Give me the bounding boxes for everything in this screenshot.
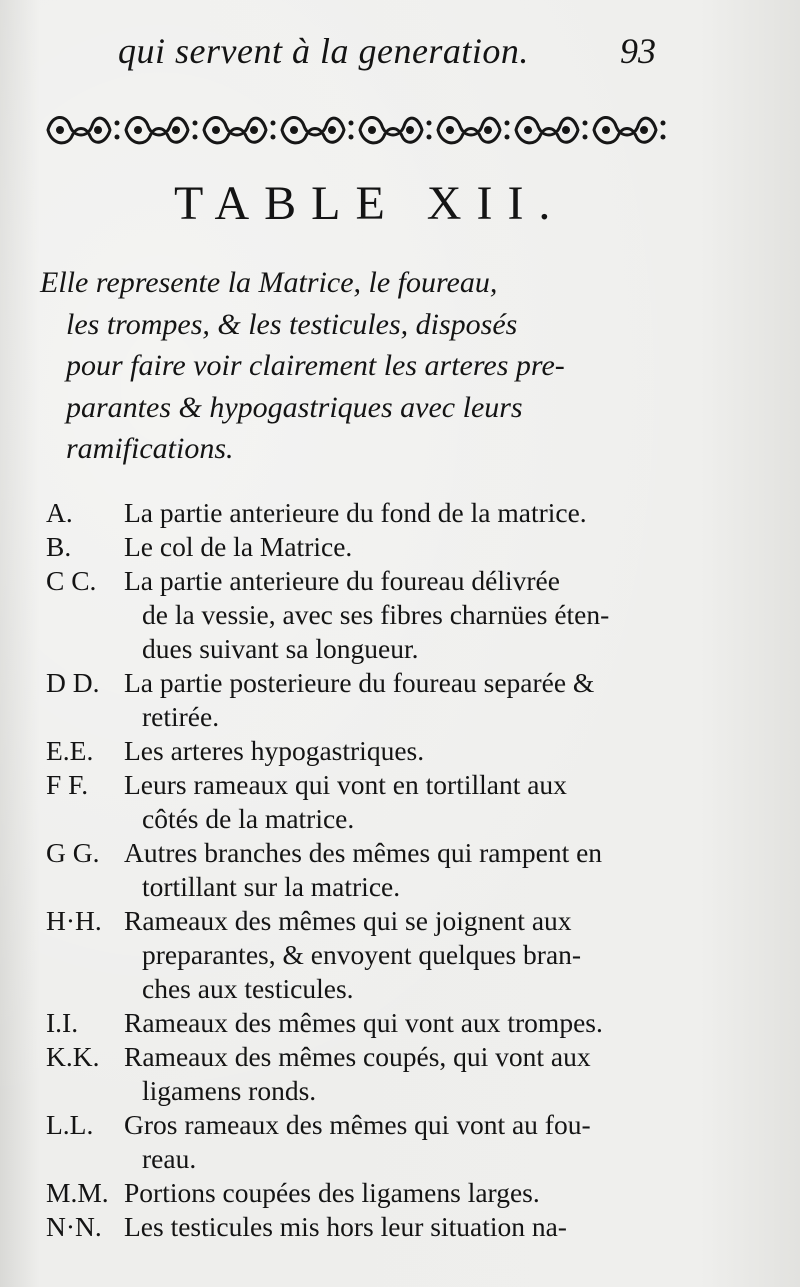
legend-key: D D.	[46, 667, 100, 698]
legend-description	[124, 768, 680, 836]
ornament-unit	[48, 117, 120, 142]
legend-description	[124, 564, 680, 666]
legend-key: L.L.	[46, 1109, 94, 1140]
legend-description	[124, 1108, 680, 1176]
legend-entry	[40, 1040, 680, 1108]
legend-key: K.K.	[46, 1041, 100, 1072]
legend-text-line: La partie anterieure du foureau délivrée	[124, 565, 560, 596]
legend-text-line: tortillant sur la matrice.	[142, 871, 401, 902]
legend-text-line: Rameaux des mêmes qui se joignent aux	[124, 905, 572, 936]
legend-description	[124, 530, 680, 564]
table-title: TABLE XII.	[174, 177, 566, 230]
legend-text-line: de la vessie, avec ses fibres charnües éten-	[142, 599, 610, 630]
legend-description	[124, 836, 680, 904]
legend-text-line: preparantes, & envoyent quelques bran-	[142, 939, 582, 970]
legend-text-line: ligamens ronds.	[142, 1075, 317, 1106]
legend-key: C C.	[46, 565, 97, 596]
ornament-unit	[516, 117, 588, 142]
legend-entry	[40, 666, 680, 734]
legend-entry	[40, 836, 680, 904]
legend-text-line: Gros rameaux des mêmes qui vont au fou-	[124, 1109, 591, 1140]
legend-text-line: Les testicules mis hors leur situation na-	[124, 1211, 567, 1242]
legend-key: E.E.	[46, 735, 94, 766]
legend-text-line: Les arteres hypogastriques.	[124, 735, 425, 766]
running-header: qui servent à la generation.	[118, 31, 529, 71]
legend-description	[124, 904, 680, 1006]
ornament-unit	[204, 117, 276, 142]
legend-key: N·N.	[46, 1211, 102, 1242]
description-line: parantes & hypogastriques avec leurs	[66, 390, 523, 424]
legend-description	[124, 1040, 680, 1108]
legend-text-line: côtés de la matrice.	[142, 803, 355, 834]
legend-description	[124, 1210, 680, 1244]
legend-entry	[40, 904, 680, 1006]
legend-key: B.	[46, 531, 72, 562]
legend-key: F F.	[46, 769, 89, 800]
figure-legend	[40, 496, 680, 1244]
description-line: ramifications.	[66, 432, 234, 465]
legend-text-line: Rameaux des mêmes coupés, qui vont aux	[124, 1041, 591, 1072]
legend-entry	[40, 564, 680, 666]
legend-key: G G.	[46, 837, 100, 868]
legend-entry	[40, 734, 680, 768]
legend-text-line: reau.	[142, 1143, 197, 1174]
legend-text-line: retirée.	[142, 701, 220, 732]
legend-text-line: ches aux testicules.	[142, 973, 354, 1004]
ornament-unit	[594, 117, 666, 142]
ornament-unit	[282, 117, 354, 142]
legend-entry	[40, 1176, 680, 1210]
page-number: 93	[620, 31, 656, 71]
legend-description	[124, 1176, 680, 1210]
legend-text-line: Portions coupées des ligamens larges.	[124, 1177, 540, 1208]
legend-key: A.	[46, 497, 73, 528]
legend-key: M.M.	[46, 1177, 109, 1208]
legend-entry	[40, 530, 680, 564]
legend-entry	[40, 496, 680, 530]
legend-key: I.I.	[46, 1007, 79, 1038]
legend-text-line: La partie posterieure du foureau separée &	[124, 667, 595, 698]
legend-text-line: Rameaux des mêmes qui vont aux trompes.	[124, 1007, 603, 1038]
legend-entry	[40, 1006, 680, 1040]
floral-border-ornament	[40, 108, 668, 152]
ornament-unit	[360, 117, 432, 142]
legend-key: H·H.	[46, 905, 102, 936]
legend-text-line: Leurs rameaux qui vont en tortillant aux	[124, 769, 567, 800]
legend-text-line: Autres branches des mêmes qui rampent en	[124, 837, 603, 868]
table-description	[40, 262, 670, 470]
legend-description	[124, 666, 680, 734]
legend-entry	[40, 768, 680, 836]
legend-description	[124, 734, 680, 768]
legend-description	[124, 496, 680, 530]
ornament-unit	[438, 117, 510, 142]
legend-text-line: La partie anterieure du fond de la matrice.	[124, 497, 587, 528]
legend-text-line: dues suivant sa longueur.	[142, 633, 419, 664]
legend-entry	[40, 1108, 680, 1176]
legend-text-line: Le col de la Matrice.	[124, 531, 353, 562]
legend-entry	[40, 1210, 680, 1244]
legend-description	[124, 1006, 680, 1040]
ornament-unit	[126, 117, 198, 142]
description-line: pour faire voir clairement les arteres pre-	[66, 349, 565, 382]
description-line: les trompes, & les testicules, disposés	[66, 307, 518, 341]
description-line: Elle represente la Matrice, le foureau,	[40, 266, 498, 299]
